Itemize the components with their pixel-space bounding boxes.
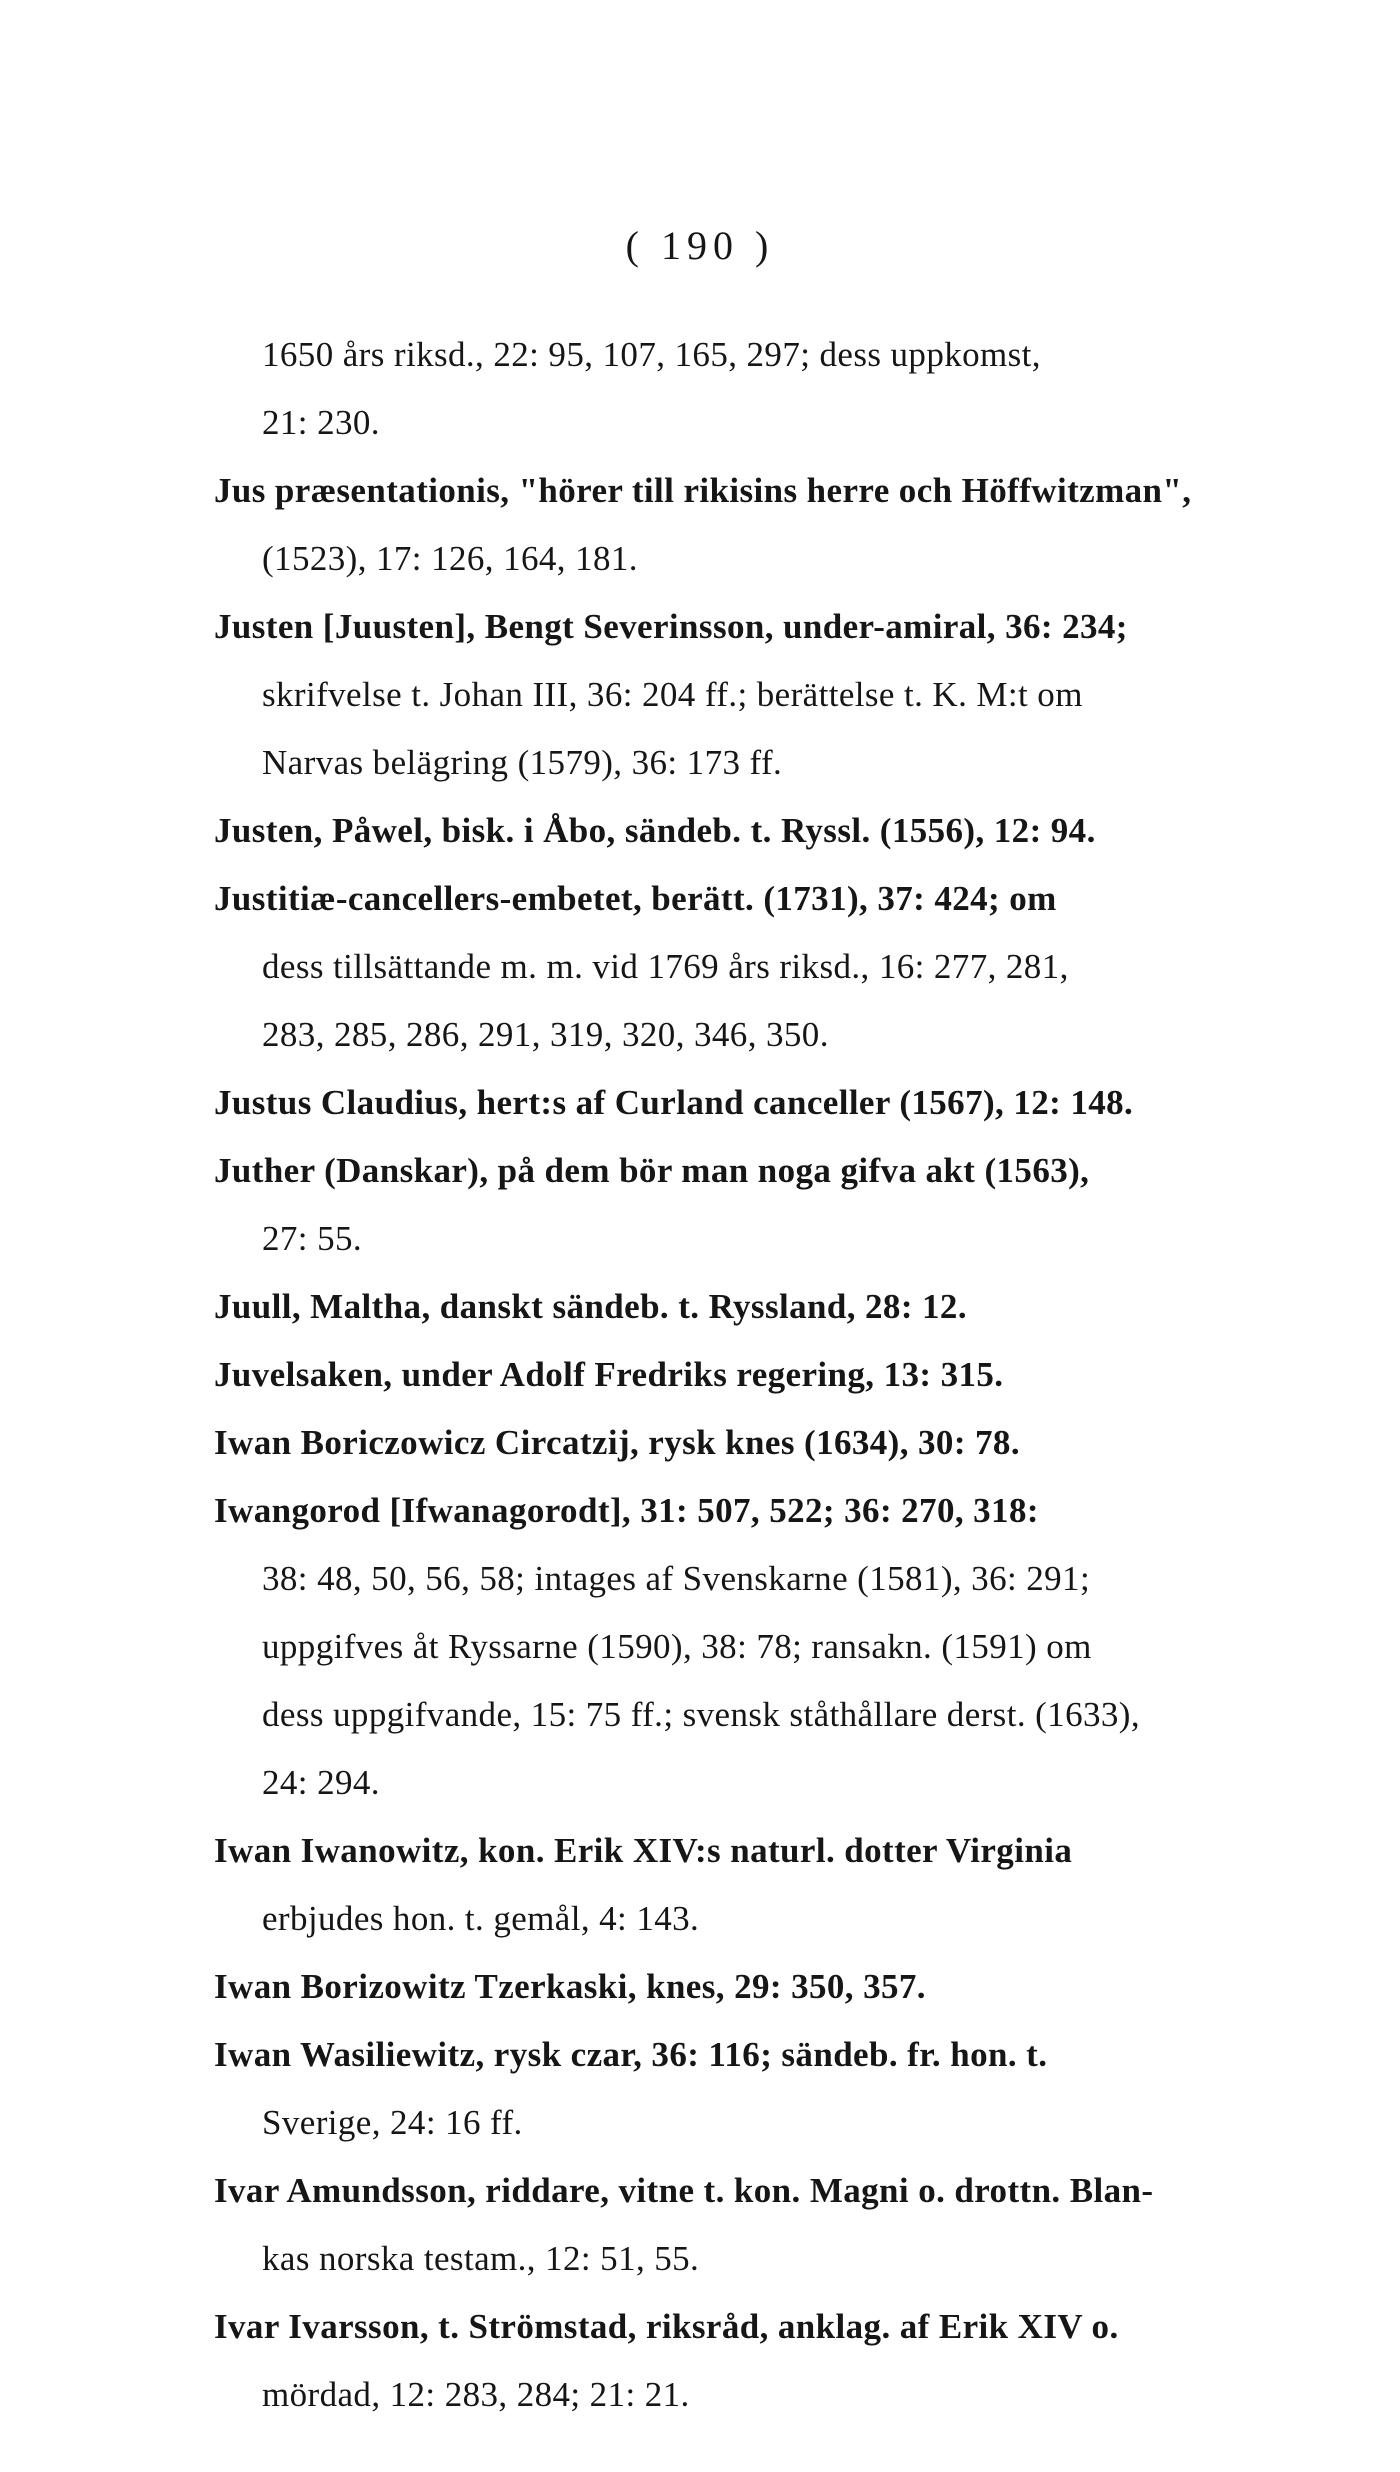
index-line: erbjudes hon. t. gemål, 4: 143. [262, 1899, 700, 1938]
index-entry: Justen [Juusten], Bengt Severinsson, under-amiral, 36: 234; [214, 607, 1128, 646]
index-line: 38: 48, 50, 56, 58; intages af Svenskarne (1581), 36: 291; [262, 1559, 1091, 1598]
index-line: 21: 230. [262, 403, 380, 442]
index-entry: Justus Claudius, hert:s af Curland canceller (1567), 12: 148. [214, 1083, 1134, 1122]
index-entry: Ivar Ivarsson, t. Strömstad, riksråd, anklag. af Erik XIV o. [214, 2307, 1119, 2346]
index-line: dess uppgifvande, 15: 75 ff.; svensk ståthållare derst. (1633), [262, 1695, 1140, 1734]
index-line: Sverige, 24: 16 ff. [262, 2103, 523, 2142]
index-entry: Iwan Wasiliewitz, rysk czar, 36: 116; sändeb. fr. hon. t. [214, 2035, 1048, 2074]
index-line: kas norska testam., 12: 51, 55. [262, 2239, 700, 2278]
index-entry: Justitiæ-cancellers-embetet, berätt. (1731), 37: 424; om [214, 879, 1057, 918]
index-line: skrifvelse t. Johan III, 36: 204 ff.; berättelse t. K. M:t om [262, 675, 1083, 714]
index-line: uppgifves åt Ryssarne (1590), 38: 78; ransakn. (1591) om [262, 1627, 1092, 1666]
index-entry: Jus præsentationis, "hörer till rikisins herre och Höffwitzman", [214, 471, 1192, 510]
index-entry: Juther (Danskar), på dem bör man noga gifva akt (1563), [214, 1151, 1090, 1190]
index-line: 1650 års riksd., 22: 95, 107, 165, 297; dess uppkomst, [262, 335, 1041, 374]
index-entry: Ivar Amundsson, riddare, vitne t. kon. Magni o. drottn. Blan- [214, 2171, 1154, 2210]
index-line: 283, 285, 286, 291, 319, 320, 346, 350. [262, 1015, 829, 1054]
index-entry: Iwan Iwanowitz, kon. Erik XIV:s naturl. dotter Virginia [214, 1831, 1073, 1870]
index-entry: Iwan Borizowitz Tzerkaski, knes, 29: 350, 357. [214, 1967, 926, 2006]
index-entry: Iwan Boriczowicz Circatzij, rysk knes (1634), 30: 78. [214, 1423, 1020, 1462]
index-entry: Iwangorod [Ifwanagorodt], 31: 507, 522; 36: 270, 318: [214, 1491, 1039, 1530]
index-entry: Juull, Maltha, danskt sändeb. t. Ryssland, 28: 12. [214, 1287, 967, 1326]
index-line: (1523), 17: 126, 164, 181. [262, 539, 638, 578]
index-line: 27: 55. [262, 1219, 363, 1258]
index-line: 24: 294. [262, 1763, 380, 1802]
index-entry: Juvelsaken, under Adolf Fredriks regering, 13: 315. [214, 1355, 1004, 1394]
index-line: Narvas belägring (1579), 36: 173 ff. [262, 743, 783, 782]
page-number: ( 190 ) [625, 223, 775, 268]
index-line: mördad, 12: 283, 284; 21: 21. [262, 2375, 690, 2414]
index-line: dess tillsättande m. m. vid 1769 års riksd., 16: 277, 281, [262, 947, 1069, 986]
index-entry: Justen, Påwel, bisk. i Åbo, sändeb. t. Ryssl. (1556), 12: 94. [214, 811, 1096, 850]
